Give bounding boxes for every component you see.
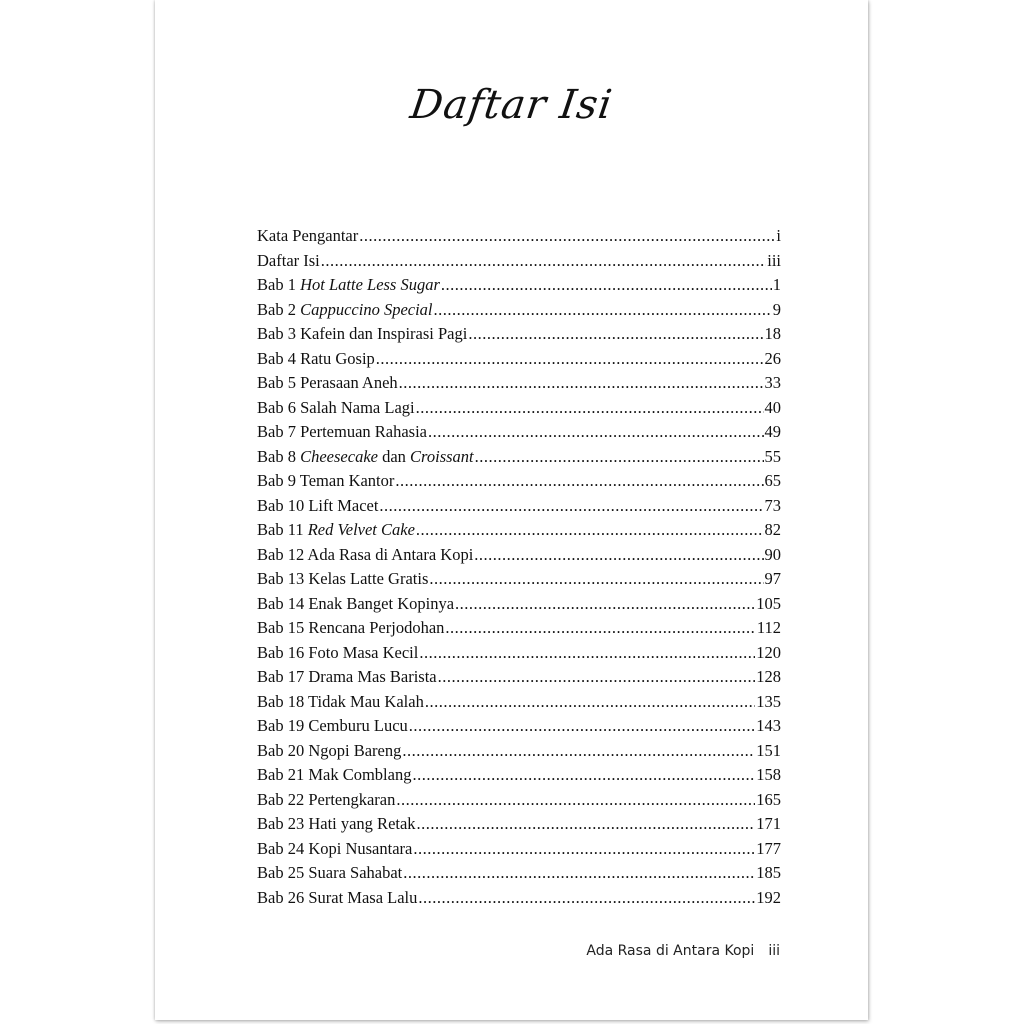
toc-entry <box>257 251 781 276</box>
toc-entry-page: 143 <box>756 716 781 735</box>
dot-leader <box>445 618 755 638</box>
dot-leader <box>455 594 755 614</box>
toc-entry-page: 192 <box>756 887 781 907</box>
toc-entry <box>257 888 781 913</box>
toc-entry <box>257 618 781 643</box>
page-footer <box>586 943 780 959</box>
page-title: Daftar Isi <box>407 82 616 128</box>
dot-leader <box>429 569 763 589</box>
toc-entry-label <box>257 765 411 785</box>
dot-leader <box>395 471 763 491</box>
toc-entry-label <box>257 422 427 442</box>
dot-leader <box>359 226 775 246</box>
toc-entry-label <box>257 839 412 859</box>
dot-leader <box>434 300 772 320</box>
dot-leader <box>412 765 755 785</box>
toc-entry-text: Bab 7 Pertemuan Rahasia <box>257 422 427 441</box>
toc-entry-page: 9 <box>772 299 781 319</box>
toc-entry <box>257 839 781 864</box>
toc-entry-text: Daftar Isi <box>257 250 320 270</box>
toc-entry-page: 135 <box>756 691 781 711</box>
toc-entry-page: i <box>776 226 781 245</box>
dot-leader <box>376 349 764 369</box>
footer-book-title: Ada Rasa di Antara Kopi <box>586 943 755 959</box>
toc-entry-text: Bab 1 <box>257 275 301 294</box>
toc-entry-text: Bab 3 Kafein dan Inspirasi Pagi <box>257 324 468 343</box>
dot-leader <box>418 888 755 908</box>
dot-leader <box>441 275 772 295</box>
toc-entry-label <box>257 447 474 467</box>
dot-leader <box>409 716 755 736</box>
dot-leader <box>417 814 756 834</box>
page-number: iii <box>768 943 780 959</box>
toc-entry-label <box>257 300 433 320</box>
toc-entry-text: Kata Pengantar <box>257 226 359 245</box>
toc-entry-label <box>257 741 401 761</box>
toc-entry <box>257 520 781 545</box>
toc-entry-label <box>257 398 415 418</box>
toc-entry-page: 1 <box>772 275 781 294</box>
toc-entry-italic-text: Cheesecake <box>300 446 378 466</box>
dot-leader <box>396 790 755 810</box>
toc-entry <box>257 398 781 423</box>
toc-entry <box>257 275 781 300</box>
toc-entry-label <box>257 863 402 883</box>
toc-entry-page: 18 <box>764 324 781 343</box>
toc-entry-label <box>257 545 473 565</box>
toc-entry-label <box>257 643 418 663</box>
toc-entry <box>257 692 781 717</box>
toc-entry <box>257 643 781 668</box>
toc-entry-text: Bab 17 Drama Mas Barista <box>257 667 437 686</box>
dot-leader <box>402 741 755 761</box>
dot-leader <box>419 643 755 663</box>
toc-entry-text: Bab 6 Salah Nama Lagi <box>257 397 415 417</box>
toc-entry-text: Bab 15 Rencana Perjodohan <box>257 618 445 637</box>
toc-entry-italic-text: Cappuccino Special <box>300 299 433 319</box>
toc-entry <box>257 545 781 570</box>
toc-entry-label <box>257 226 358 246</box>
dot-leader <box>321 251 766 271</box>
toc-entry-page: 90 <box>764 544 781 564</box>
toc-entry-text: Bab 14 Enak Banget Kopinya <box>257 593 455 613</box>
toc-entry-italic-text: Hot Latte Less Sugar <box>300 275 440 294</box>
toc-entry-text: Bab 4 Ratu Gosip <box>257 348 375 368</box>
toc-entry <box>257 373 781 398</box>
toc-entry-label <box>257 814 416 834</box>
toc-entry-label <box>257 373 398 393</box>
toc-entry-page: 120 <box>756 642 781 662</box>
toc-entry-label <box>257 251 320 271</box>
toc-entry-text: Bab 26 Surat Masa Lalu <box>257 887 418 907</box>
dot-leader <box>428 422 764 442</box>
toc-entry-text: Bab 19 Cemburu Lucu <box>257 716 408 735</box>
toc-entry <box>257 569 781 594</box>
toc-entry-label <box>257 716 408 736</box>
toc-entry-text: Bab 11 <box>257 520 308 539</box>
toc-entry <box>257 422 781 447</box>
toc-entry <box>257 765 781 790</box>
toc-entry-label <box>257 569 428 589</box>
toc-entry <box>257 863 781 888</box>
toc-entry-label <box>257 692 424 712</box>
dot-leader <box>438 667 756 687</box>
toc-entry-page: 151 <box>756 740 781 760</box>
toc-entry-label <box>257 888 417 908</box>
toc-entry-text: Bab 10 Lift Macet <box>257 495 379 515</box>
toc-entry <box>257 300 781 325</box>
dot-leader <box>403 863 755 883</box>
toc-entry <box>257 447 781 472</box>
toc-entry <box>257 349 781 374</box>
dot-leader <box>468 324 763 344</box>
toc-entry-text: Bab 13 Kelas Latte Gratis <box>257 569 429 588</box>
toc-entry-page: 73 <box>764 495 781 515</box>
toc-entry-text: Bab 22 Pertengkaran <box>257 789 396 809</box>
toc-entry-label <box>257 324 467 344</box>
toc-entry-label <box>257 520 415 540</box>
toc-entry <box>257 324 781 349</box>
toc-entry-page: 26 <box>764 348 781 368</box>
toc-entry-page: 40 <box>764 397 781 417</box>
dot-leader <box>413 839 755 859</box>
toc-entry-text: Bab 12 Ada Rasa di Antara Kopi <box>257 544 474 564</box>
toc-entry-text: Bab 8 <box>257 446 301 466</box>
toc-entry-label <box>257 349 375 369</box>
toc-entry <box>257 496 781 521</box>
toc-entry-text: Bab 2 <box>257 299 301 319</box>
toc-entry <box>257 790 781 815</box>
toc-entry-label <box>257 471 394 491</box>
toc-entry <box>257 667 781 692</box>
toc-entry-page: 65 <box>764 471 781 490</box>
toc-entry-text: Bab 24 Kopi Nusantara <box>257 838 413 858</box>
toc-entry-page: 185 <box>756 863 781 882</box>
toc-entry <box>257 471 781 496</box>
toc-entry-text: Bab 25 Suara Sahabat <box>257 863 403 882</box>
toc-entry-text: Bab 16 Foto Masa Kecil <box>257 642 419 662</box>
toc-entry-text: Bab 9 Teman Kantor <box>257 471 395 490</box>
dot-leader <box>425 692 755 712</box>
toc-entry <box>257 716 781 741</box>
toc-entry-label <box>257 594 454 614</box>
book-page <box>155 0 868 1020</box>
toc-entry-page: 171 <box>756 814 781 833</box>
toc-entry-page: 82 <box>764 520 781 539</box>
toc-entry-page: 158 <box>756 765 781 784</box>
toc-entry-label <box>257 275 440 295</box>
dot-leader <box>399 373 764 393</box>
toc-entry-page: 33 <box>764 373 781 392</box>
toc-entry-page: 105 <box>756 593 781 613</box>
toc-entry-page: 49 <box>764 422 781 441</box>
toc-entry-italic-text: Croissant <box>410 446 474 466</box>
toc-entry-page: 177 <box>756 838 781 858</box>
toc-entry-page: 112 <box>756 618 781 637</box>
toc-entry-label <box>257 667 437 687</box>
toc-entry-italic-text: Red Velvet Cake <box>307 520 415 539</box>
toc-entry-text: Bab 23 Hati yang Retak <box>257 814 416 833</box>
toc-entry <box>257 226 781 251</box>
toc-entry-page: 55 <box>764 446 781 466</box>
toc-entry-text: Bab 5 Perasaan Aneh <box>257 373 398 392</box>
dot-leader <box>475 447 764 467</box>
toc-entry-label <box>257 618 444 638</box>
table-of-contents <box>257 226 781 912</box>
toc-entry-label <box>257 790 395 810</box>
toc-entry-text: Bab 20 Ngopi Bareng <box>257 740 402 760</box>
toc-entry-page: 128 <box>756 667 781 686</box>
dot-leader <box>474 545 763 565</box>
toc-entry <box>257 594 781 619</box>
toc-entry-page: 165 <box>756 789 781 809</box>
dot-leader <box>379 496 763 516</box>
dot-leader <box>416 398 764 418</box>
toc-entry-text: Bab 18 Tidak Mau Kalah <box>257 691 424 711</box>
toc-entry <box>257 741 781 766</box>
toc-entry-page: 97 <box>764 569 781 588</box>
dot-leader <box>416 520 764 540</box>
toc-entry-label <box>257 496 378 516</box>
toc-entry-text: dan <box>377 446 411 466</box>
toc-entry-page: iii <box>767 250 781 270</box>
toc-entry <box>257 814 781 839</box>
toc-entry-text: Bab 21 Mak Comblang <box>257 765 412 784</box>
